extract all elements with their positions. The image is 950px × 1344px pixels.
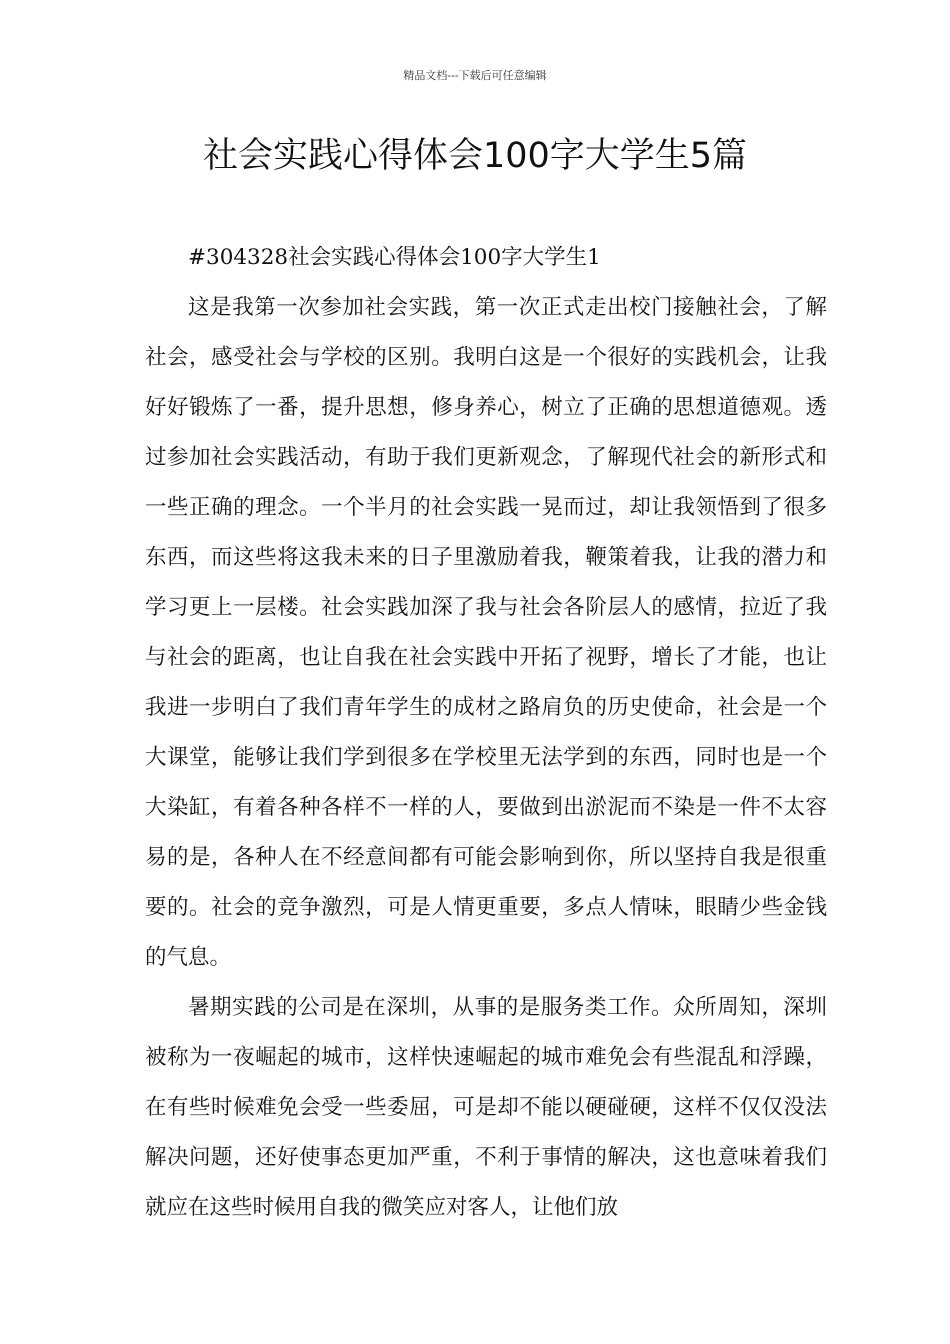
- section-heading: #304328社会实践心得体会100字大学生1: [188, 245, 601, 270]
- document-body: [145, 233, 827, 1233]
- document-title: 社会实践心得体会100字大学生5篇: [202, 136, 748, 176]
- paragraph: 这是我第一次参加社会实践，第一次正式走出校门接触社会，了解社会，感受社会与学校的区别。我明白这是一个很好的实践机会，让我好好锻炼了一番，提升思想，修身养心，树立了正确的思想道德观。透过参加社会实践活动，有助于我们更新观念，了解现代社会的新形式和一些正确的理念。一个半月的社会实践一晃而过，却让我领悟到了很多东西，而这些将这我未来的日子里激励着我，鞭策着我，让我的潜力和学习更上一层楼。社会实践加深了我与社会各阶层人的感情，拉近了我与社会的距离，也让自我在社会实践中开拓了视野，增长了才能，也让我进一步明白了我们青年学生的成材之路肩负的历史使命，社会是一个大课堂，能够让我们学到很多在学校里无法学到的东西，同时也是一个大染缸，有着各种各样不一样的人，要做到出淤泥而不染是一件不太容易的是，各种人在不经意间都有可能会影响到你，所以坚持自我是很重要的。社会的竞争激烈，可是人情更重要，多点人情味，眼睛少些金钱的气息。: [145, 295, 827, 970]
- paragraph: 暑期实践的公司是在深圳，从事的是服务类工作。众所周知，深圳被称为一夜崛起的城市，这样快速崛起的城市难免会有些混乱和浮躁，在有些时候难免会受一些委屈，可是却不能以硬碰硬，这样不仅仅没法解决问题，还好使事态更加严重，不利于事情的解决，这也意味着我们就应在这些时候用自我的微笑应对客人，让他们放: [145, 995, 827, 1220]
- header-note: 精品文档---下载后可任意编辑: [403, 69, 547, 82]
